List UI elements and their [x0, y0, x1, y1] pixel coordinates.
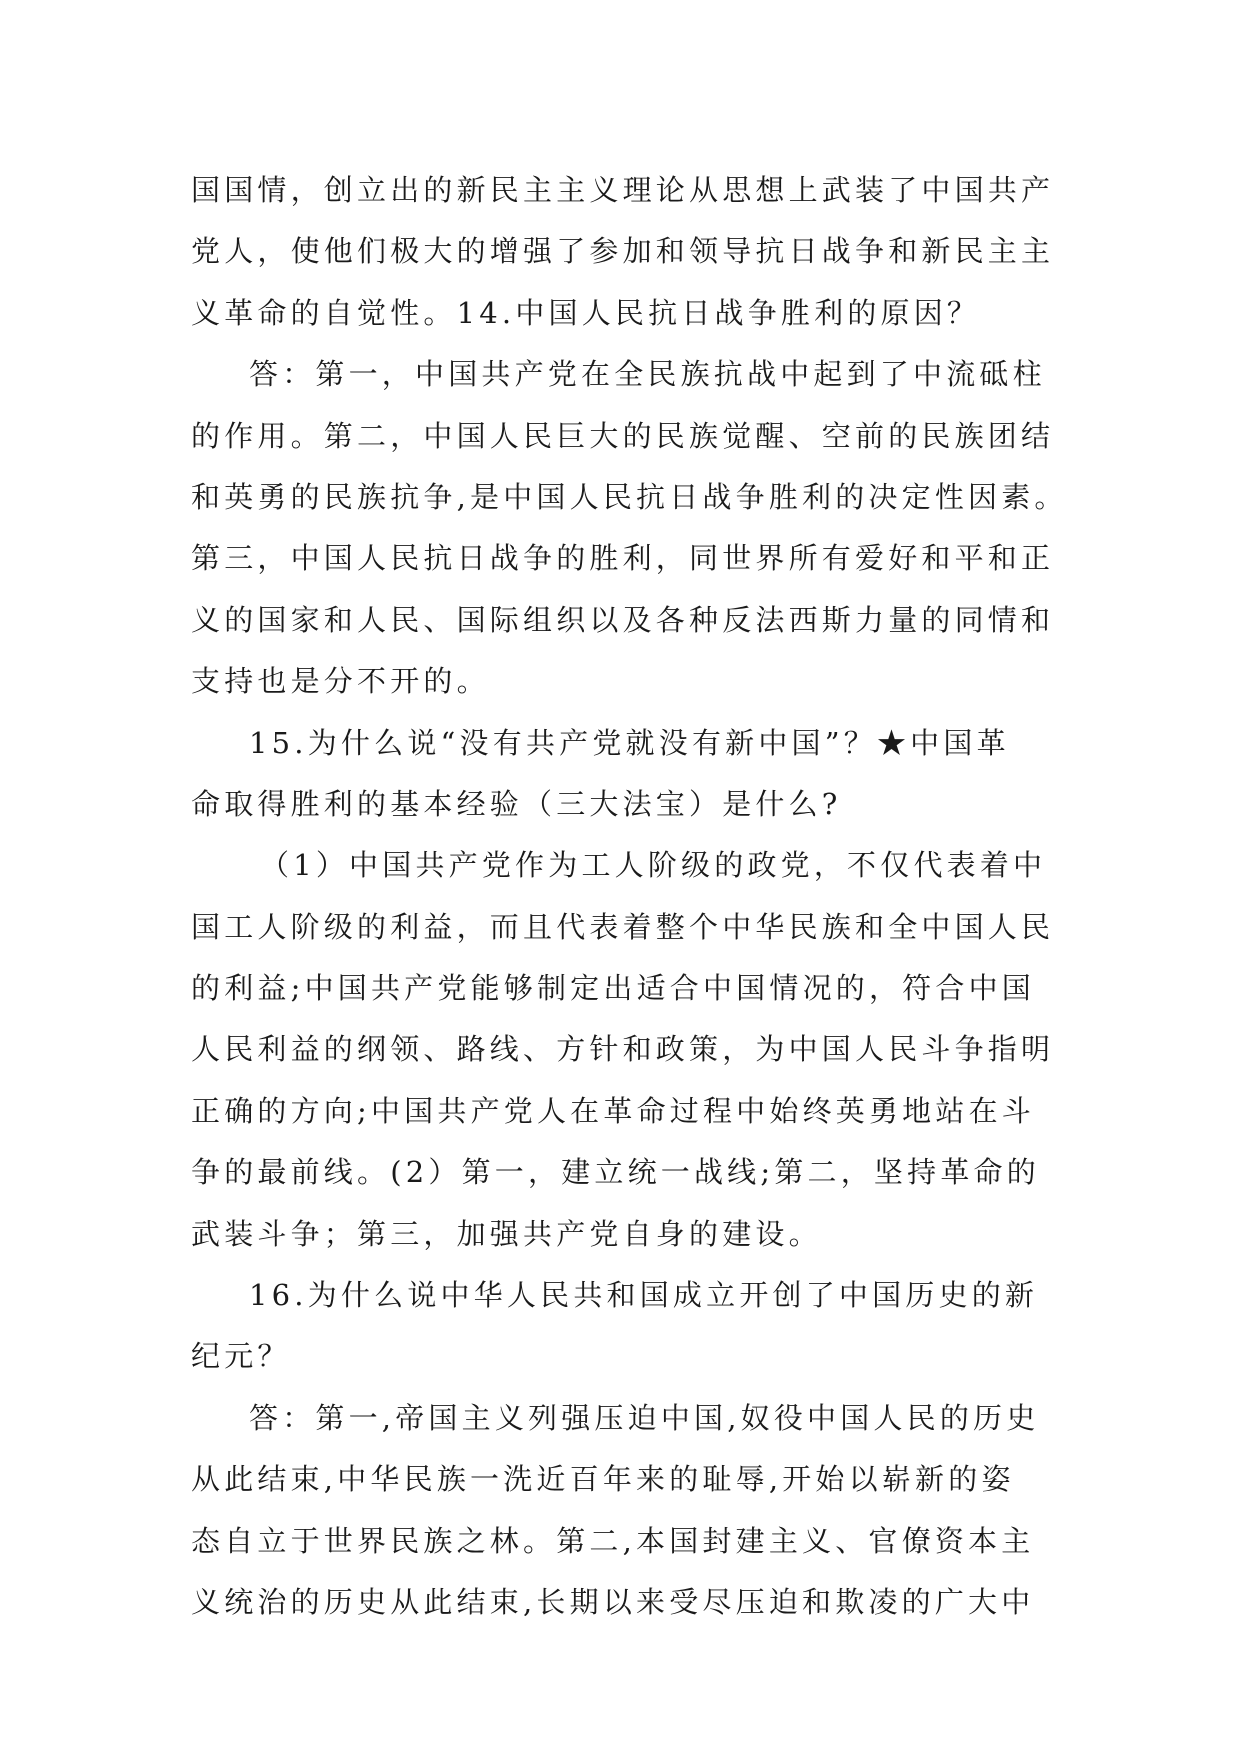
text-line: 义统治的历史从此结束,长期以来受尽压迫和欺凌的广大中 [191, 1584, 1035, 1619]
question-16-line: 16.为什么说中华人民共和国成立开创了中国历史的新 [249, 1278, 1039, 1313]
text-line: 争的最前线。(2）第一，建立统一战线;第二，坚持革命的 [191, 1155, 1040, 1190]
text-line: 党人，使他们极大的增强了参加和领导抗日战争和新民主主 [191, 234, 1055, 269]
text-line: 武装斗争；第三，加强共产党自身的建设。 [191, 1216, 822, 1251]
text-line: 义革命的自觉性。14.中国人民抗日战争胜利的原因？ [191, 295, 981, 330]
text-line: 的作用。第二，中国人民巨大的民族觉醒、空前的民族团结 [191, 418, 1055, 453]
text-line: 义的国家和人民、国际组织以及各种反法西斯力量的同情和 [191, 602, 1055, 637]
text-line: 人民利益的纲领、路线、方针和政策，为中国人民斗争指明 [191, 1032, 1055, 1067]
answer-16-line: 答：第一,帝国主义列强压迫中国,奴役中国人民的历史 [249, 1400, 1040, 1435]
question-15-line: 15.为什么说“没有共产党就没有新中国”？★中国革 [249, 725, 1010, 760]
text-line: 正确的方向;中国共产党人在革命过程中始终英勇地站在斗 [191, 1093, 1035, 1128]
text-line: 国国情，创立出的新民主主义理论从思想上武装了中国共产 [191, 173, 1055, 207]
answer-15-line: （1）中国共产党作为工人阶级的政党，不仅代表着中 [260, 848, 1047, 883]
text-line: 纪元？ [191, 1339, 291, 1374]
text-line: 第三，中国人民抗日战争的胜利，同世界所有爱好和平和正 [191, 541, 1055, 576]
document-body [191, 160, 1068, 1633]
text-line: 命取得胜利的基本经验（三大法宝）是什么? [191, 786, 842, 821]
text-line: 支持也是分不开的。 [191, 664, 490, 699]
text-line: 的利益;中国共产党能够制定出适合中国情况的，符合中国 [191, 971, 1035, 1006]
answer-14-line: 答：第一，中国共产党在全民族抗战中起到了中流砥柱 [249, 357, 1046, 392]
text-line: 态自立于世界民族之林。第二,本国封建主义、官僚资本主 [191, 1523, 1035, 1558]
text-line: 从此结束,中华民族一洗近百年来的耻辱,开始以崭新的姿 [191, 1462, 1015, 1497]
text-line: 和英勇的民族抗争,是中国人民抗日战争胜利的决定性因素。 [191, 479, 1068, 514]
text-line: 国工人阶级的利益，而且代表着整个中华民族和全中国人民 [191, 909, 1055, 944]
